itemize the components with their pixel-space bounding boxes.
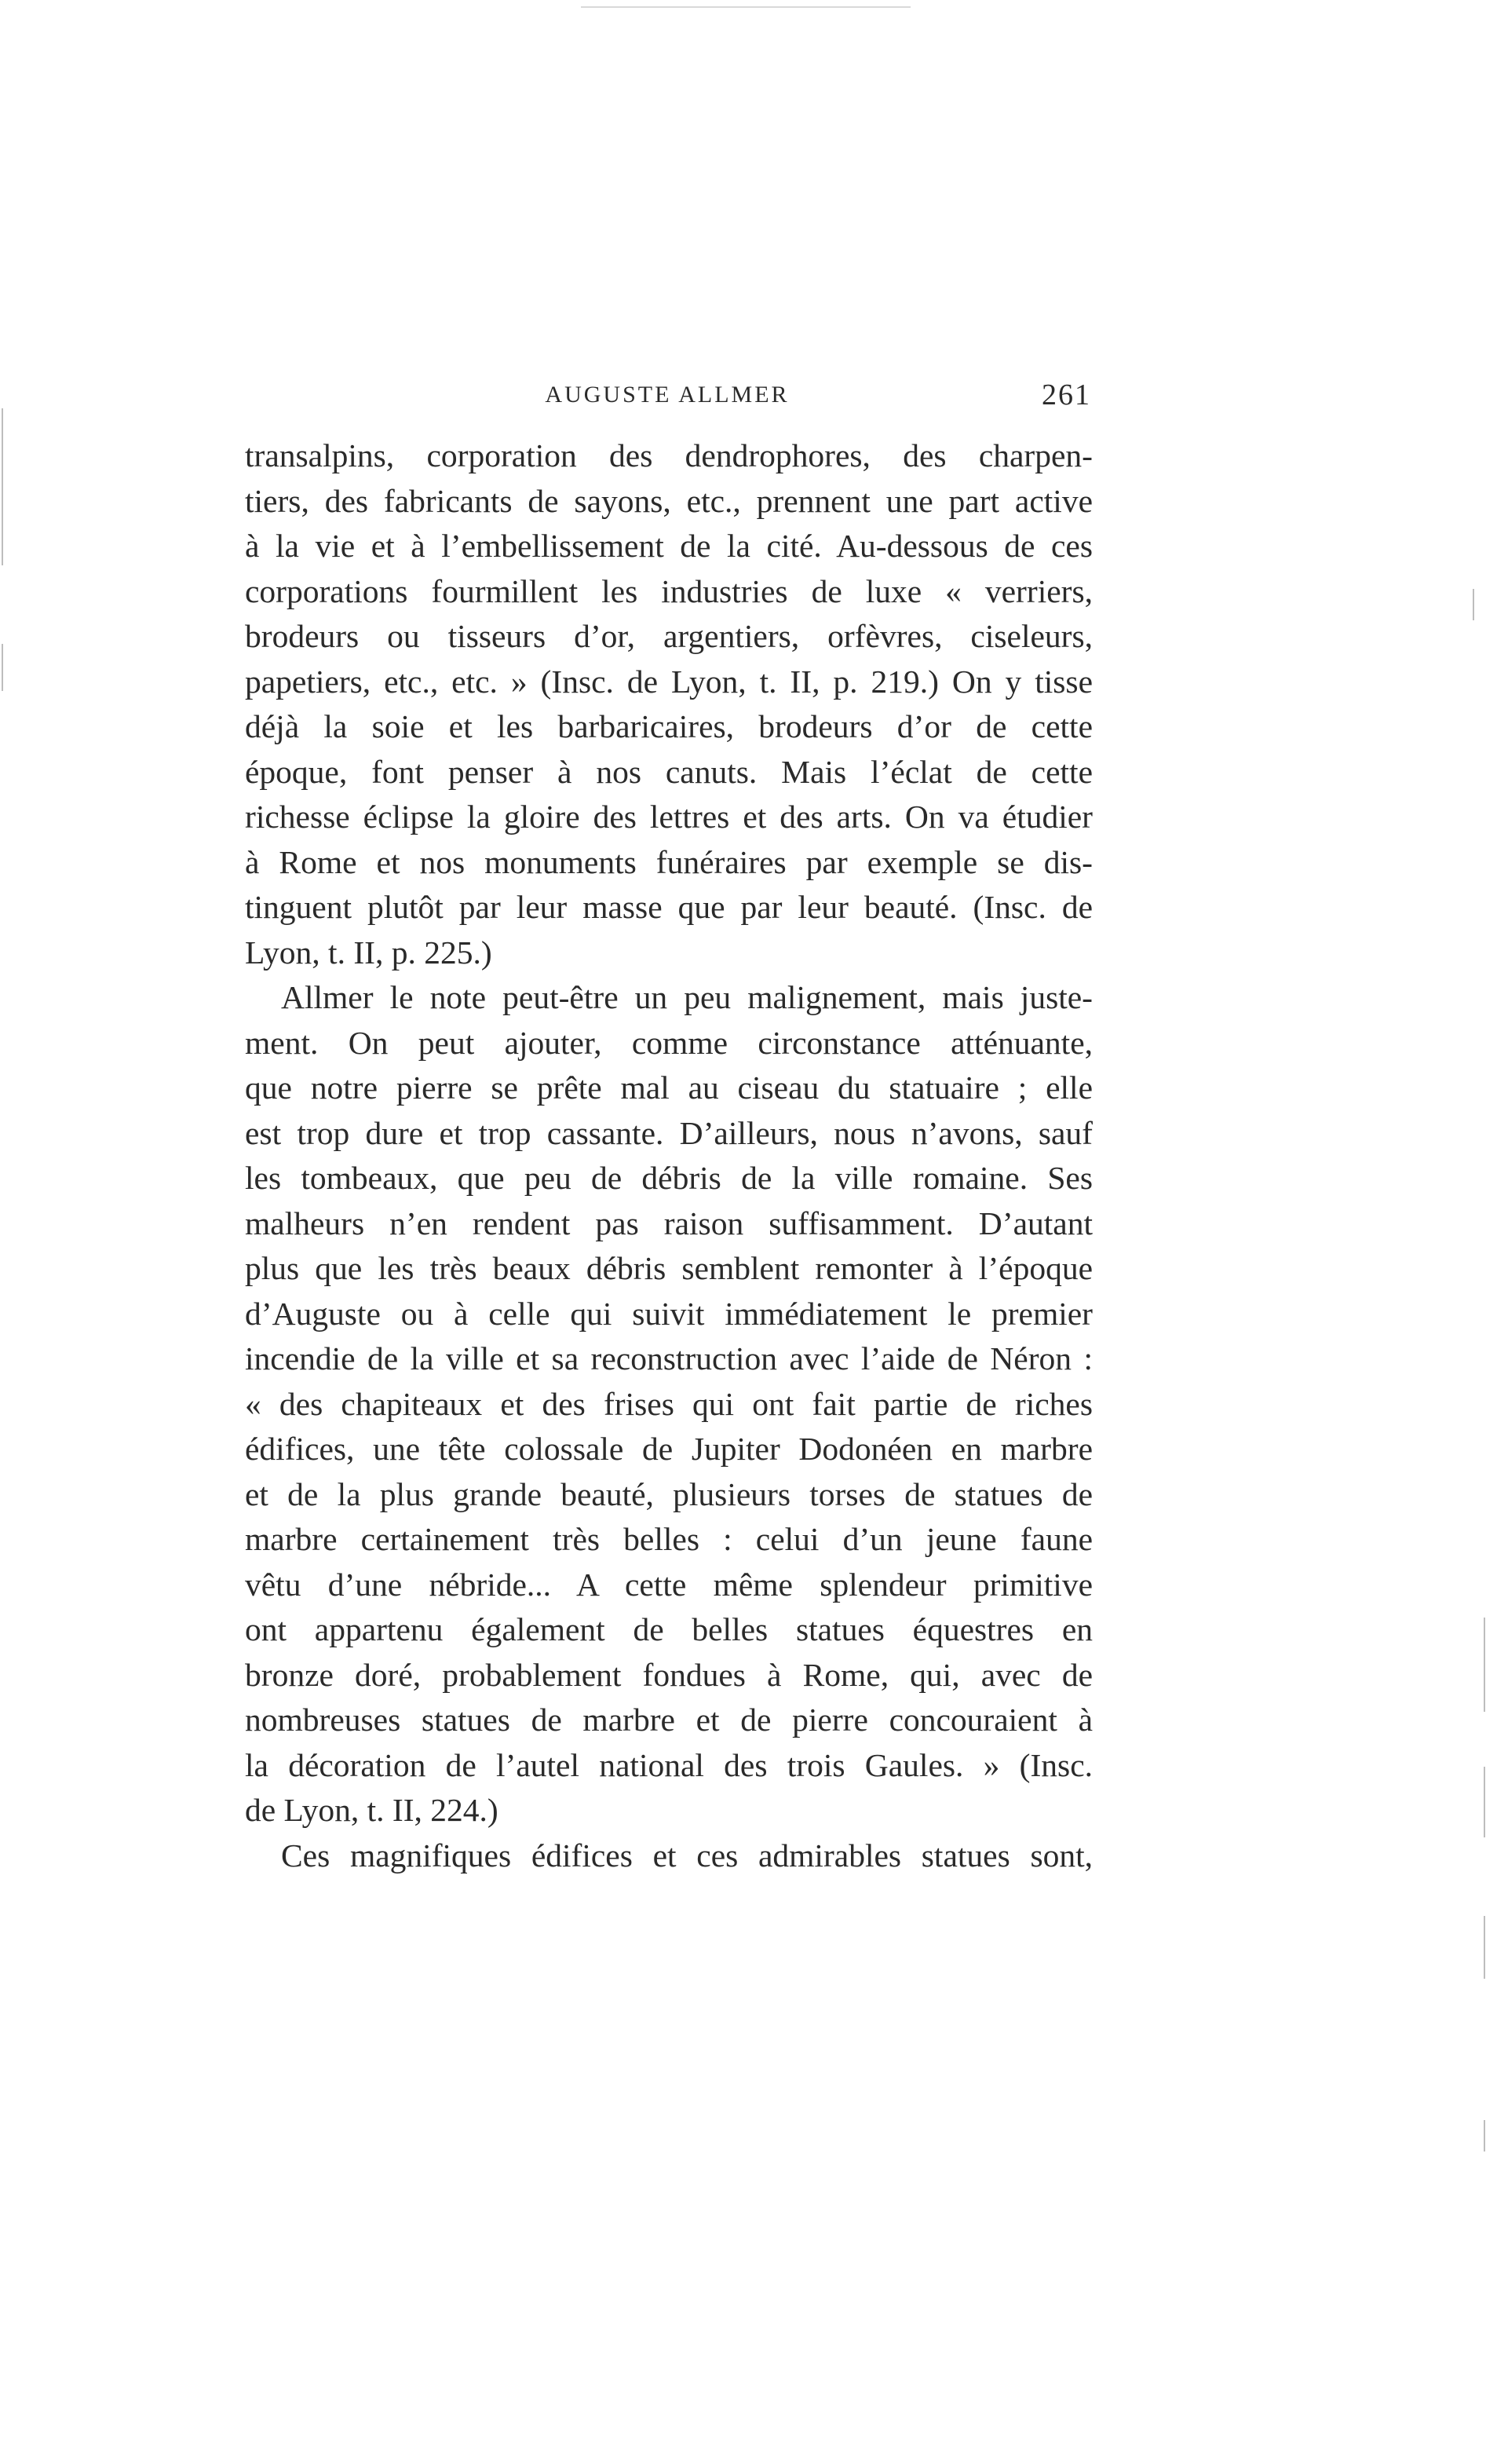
text-line: papetiers, etc., etc. » (Insc. de Lyon, t. II, p. 219.) On y tisse [245,663,1093,700]
text-line: ont appartenu également de belles statues équestres en [245,1611,1093,1647]
text-line: nombreuses statues de marbre et de pierre concouraient à [245,1702,1093,1738]
scan-edge-rule [581,6,911,8]
scan-artifact [2,644,3,691]
text-line: et de la plus grande beauté, plusieurs torses de statues de [245,1475,1093,1512]
text-line: Allmer le note peut-être un peu malignement, mais juste- [281,979,1093,1015]
scan-artifact [1484,1767,1485,1837]
text-line: de Lyon, t. II, 224.) [245,1792,498,1828]
text-line: époque, font penser à nos canuts. Mais l’éclat de cette [245,753,1093,790]
text-line: incendie de la ville et sa reconstruction avec l’aide de Néron : [245,1340,1093,1376]
text-line: tinguent plutôt par leur masse que par leur beauté. (Insc. de [245,889,1093,925]
text-line: transalpins, corporation des dendrophores, des charpen- [245,437,1093,473]
text-line: corporations fourmillent les industries de luxe « verriers, [245,572,1093,609]
text-line: ment. On peut ajouter, comme circonstance atténuante, [245,1024,1093,1061]
text-line: marbre certainement très belles : celui d’un jeune faune [245,1521,1093,1557]
text-line: la décoration de l’autel national des trois Gaules. » (Insc. [245,1746,1093,1783]
text-line: « des chapiteaux et des frises qui ont fait partie de riches [245,1385,1093,1422]
text-line: à la vie et à l’embellissement de la cité. Au-dessous de ces [245,528,1093,564]
body-text [245,433,1093,1878]
scan-artifact [1484,1916,1485,1979]
scan-artifact [1473,589,1474,620]
text-line: richesse éclipse la gloire des lettres et des arts. On va étudier [245,799,1093,835]
text-line: Ces magnifiques édifices et ces admirables statues sont, [281,1837,1093,1874]
text-line: brodeurs ou tisseurs d’or, argentiers, orfèvres, ciseleurs, [245,618,1093,654]
scan-artifact [1484,1618,1485,1712]
text-line: déjà la soie et les barbaricaires, brodeurs d’or de cette [245,708,1093,744]
scan-artifact [1484,2120,1485,2151]
scan-artifact [2,408,3,565]
text-line: les tombeaux, que peu de débris de la ville romaine. Ses [245,1160,1093,1196]
running-title: AUGUSTE ALLMER [545,382,790,408]
text-line: édifices, une tête colossale de Jupiter Dodonéen en marbre [245,1431,1093,1467]
page-number: 261 [1042,378,1091,411]
text-line: vêtu d’une nébride... A cette même splendeur primitive [245,1566,1093,1603]
running-head [243,375,1091,415]
text-line: malheurs n’en rendent pas raison suffisamment. D’autant [245,1205,1093,1241]
text-line: que notre pierre se prête mal au ciseau du statuaire ; elle [245,1069,1093,1106]
text-line: Lyon, t. II, p. 225.) [245,934,492,971]
text-line: est trop dure et trop cassante. D’ailleurs, nous n’avons, sauf [245,1114,1093,1151]
text-line: plus que les très beaux débris semblent remonter à l’époque [245,1250,1093,1286]
text-line: bronze doré, probablement fondues à Rome, qui, avec de [245,1656,1093,1693]
text-line: à Rome et nos monuments funéraires par exemple se dis- [245,843,1093,880]
text-line: tiers, des fabricants de sayons, etc., prennent une part active [245,482,1093,519]
text-line: d’Auguste ou à celle qui suivit immédiatement le premier [245,1295,1093,1332]
